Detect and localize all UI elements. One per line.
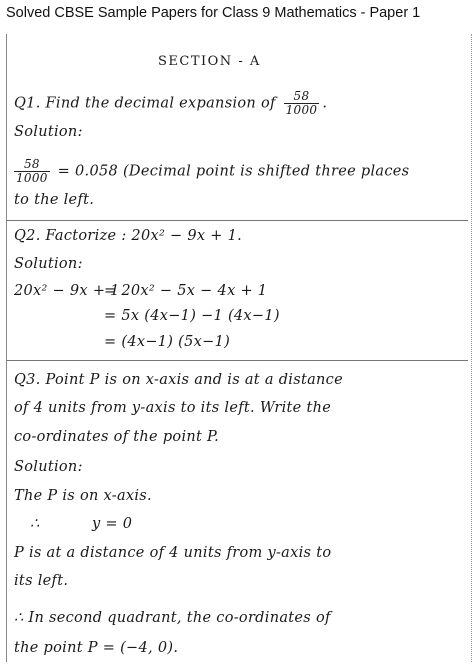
- q1-solution-label: Solution:: [14, 124, 83, 140]
- q2-step1-lhs: 20x² − 9x + 1: [14, 283, 120, 299]
- q3-sol4: its left.: [14, 573, 69, 589]
- q3-sol6: the point P = (−4, 0).: [14, 640, 179, 656]
- q1-answer-fraction: [14, 158, 50, 185]
- q1-answer-line1: [14, 158, 409, 185]
- q3-line3: co-ordinates of the point P.: [14, 429, 220, 445]
- q3-sol2-therefore: ∴: [30, 516, 40, 532]
- section-title: SECTION - A: [158, 54, 261, 69]
- q1-fraction-numerator: 58: [284, 90, 320, 104]
- q1-answer-text: = 0.058 (Decimal point is shifted three places: [57, 163, 410, 180]
- q3-line2: of 4 units from y-axis to its left. Write the: [14, 400, 332, 416]
- q1-answer-line2: to the left.: [14, 192, 95, 208]
- q1-answer-fraction-numerator: 58: [14, 158, 50, 172]
- q1-answer-fraction-denominator: 1000: [16, 171, 48, 185]
- q1-fraction: [284, 90, 320, 117]
- page-header: [0, 0, 474, 28]
- q1-question-text: Q1. Find the decimal expansion of: [14, 95, 276, 112]
- q2-step1-rhs: = 20x² − 5x − 4x + 1: [104, 283, 268, 299]
- q2-step2: = 5x (4x−1) −1 (4x−1): [104, 308, 280, 324]
- q3-sol1: The P is on x-axis.: [14, 488, 152, 504]
- q3-sol3: P is at a distance of 4 units from y-axis to: [14, 545, 332, 561]
- header-title: Solved CBSE Sample Papers for Class 9 Mathematics - Paper 1: [6, 5, 421, 21]
- separator-q1: [6, 220, 468, 221]
- q1-fraction-denominator: 1000: [285, 103, 318, 117]
- q3-solution-label: Solution:: [14, 459, 83, 475]
- q2-question: Q2. Factorize : 20x² − 9x + 1.: [14, 228, 243, 244]
- q3-sol2-equation: y = 0: [92, 516, 133, 532]
- q2-step3: = (4x−1) (5x−1): [104, 334, 231, 350]
- q1-question: [14, 90, 327, 117]
- q1-question-end: .: [322, 95, 328, 112]
- separator-q2: [6, 360, 468, 361]
- q3-line1: Q3. Point P is on x-axis and is at a distance: [14, 372, 343, 388]
- q3-sol5: ∴ In second quadrant, the co-ordinates of: [14, 610, 331, 626]
- q2-solution-label: Solution:: [14, 256, 83, 272]
